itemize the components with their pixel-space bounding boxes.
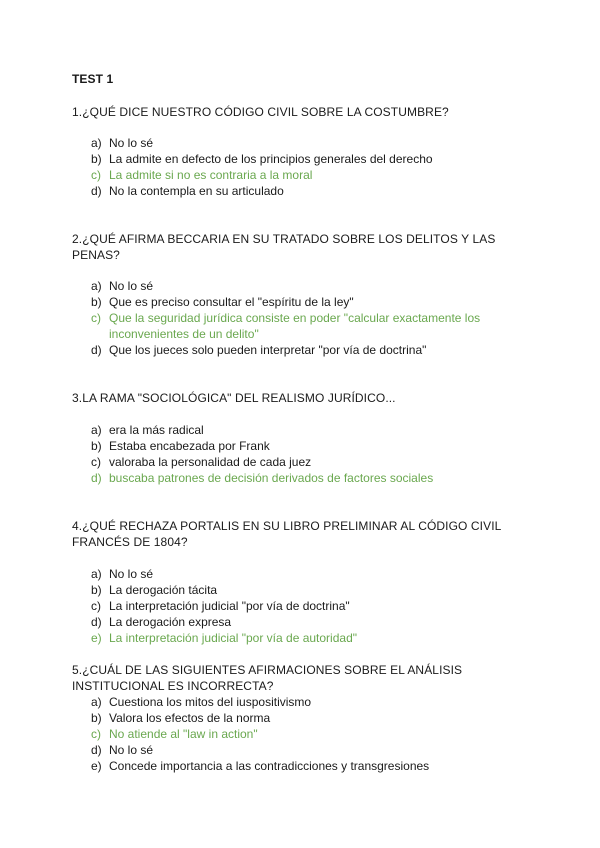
option-list [72, 566, 532, 646]
option-text: No atiende al "law in action" [109, 727, 258, 741]
option-letter: d) [91, 343, 102, 357]
option-text: No lo sé [109, 279, 154, 293]
option-text: valoraba la personalidad de cada juez [109, 455, 312, 469]
question-text: 3.LA RAMA "SOCIOLÓGICA" DEL REALISMO JURÍDICO... [72, 391, 396, 405]
option-b [72, 582, 499, 598]
question-5 [72, 662, 532, 774]
question-text: 5.¿CUÁL DE LAS SIGUIENTES AFIRMACIONES SOBRE EL ANÁLISIS INSTITUCIONAL ES INCORRECTA? [72, 663, 463, 693]
option-b [72, 151, 499, 167]
question-2 [72, 231, 532, 358]
option-text: Que es preciso consultar el "espíritu de la ley" [109, 295, 354, 309]
option-text: La interpretación judicial "por vía de autoridad" [109, 631, 358, 645]
option-list [72, 135, 532, 199]
option-text: La derogación expresa [109, 615, 232, 629]
option-text: La derogación tácita [109, 583, 218, 597]
option-letter: d) [91, 184, 102, 198]
option-text: buscaba patrones de decisión derivados de factores sociales [109, 471, 434, 485]
option-text: era la más radical [109, 423, 204, 437]
option-d-correct [72, 470, 499, 486]
option-list [72, 422, 532, 486]
option-a [72, 278, 499, 294]
option-letter: b) [91, 439, 102, 453]
option-text: No lo sé [109, 567, 154, 581]
option-text: La admite si no es contraria a la moral [109, 168, 313, 182]
option-d [72, 183, 499, 199]
option-text: Que la seguridad jurídica consiste en poder "calcular exactamente los inconvenientes de un delito" [109, 311, 481, 341]
option-c-correct [72, 726, 499, 742]
option-b [72, 710, 499, 726]
option-text: No la contempla en su articulado [109, 184, 284, 198]
option-d [72, 614, 499, 630]
question-text: 2.¿QUÉ AFIRMA BECCARIA EN SU TRATADO SOBRE LOS DELITOS Y LAS PENAS? [72, 232, 496, 262]
option-letter: c) [91, 168, 101, 182]
option-letter: c) [91, 455, 101, 469]
option-text: No lo sé [109, 743, 154, 757]
question-text: 1.¿QUÉ DICE NUESTRO CÓDIGO CIVIL SOBRE LA COSTUMBRE? [72, 105, 449, 119]
option-c [72, 454, 499, 470]
option-c-correct [72, 310, 499, 342]
option-letter: c) [91, 311, 101, 325]
option-letter: a) [91, 695, 102, 709]
option-letter: a) [91, 567, 102, 581]
option-e [72, 758, 499, 774]
option-list [72, 694, 532, 774]
option-c-correct [72, 167, 499, 183]
option-text: Valora los efectos de la norma [109, 711, 271, 725]
option-letter: a) [91, 136, 102, 150]
option-letter: a) [91, 279, 102, 293]
option-letter: b) [91, 295, 102, 309]
option-c [72, 598, 499, 614]
question-4 [72, 518, 532, 646]
option-text: Que los jueces solo pueden interpretar "por vía de doctrina" [109, 343, 427, 357]
option-text: La admite en defecto de los principios generales del derecho [109, 152, 433, 166]
option-letter: d) [91, 615, 102, 629]
option-letter: b) [91, 583, 102, 597]
option-letter: c) [91, 727, 101, 741]
option-letter: a) [91, 423, 102, 437]
question-3 [72, 390, 532, 486]
option-text: La interpretación judicial "por vía de doctrina" [109, 599, 350, 613]
option-letter: e) [91, 759, 102, 773]
option-a [72, 135, 499, 151]
question-1 [72, 104, 532, 199]
option-a [72, 422, 499, 438]
option-list [72, 278, 532, 358]
option-text: Estaba encabezada por Frank [109, 439, 270, 453]
option-a [72, 566, 499, 582]
option-b [72, 294, 499, 310]
option-text: Cuestiona los mitos del iuspositivismo [109, 695, 312, 709]
option-letter: e) [91, 631, 102, 645]
option-letter: b) [91, 152, 102, 166]
option-letter: d) [91, 743, 102, 757]
option-letter: d) [91, 471, 102, 485]
option-d [72, 742, 499, 758]
option-d [72, 342, 499, 358]
option-b [72, 438, 499, 454]
option-e-correct [72, 630, 499, 646]
option-a [72, 694, 499, 710]
option-letter: c) [91, 599, 101, 613]
question-text: 4.¿QUÉ RECHAZA PORTALIS EN SU LIBRO PRELIMINAR AL CÓDIGO CIVIL FRANCÉS DE 1804? [72, 519, 501, 549]
option-text: Concede importancia a las contradicciones y transgresiones [109, 759, 430, 773]
test-title: TEST 1 [72, 72, 114, 86]
option-text: No lo sé [109, 136, 154, 150]
option-letter: b) [91, 711, 102, 725]
